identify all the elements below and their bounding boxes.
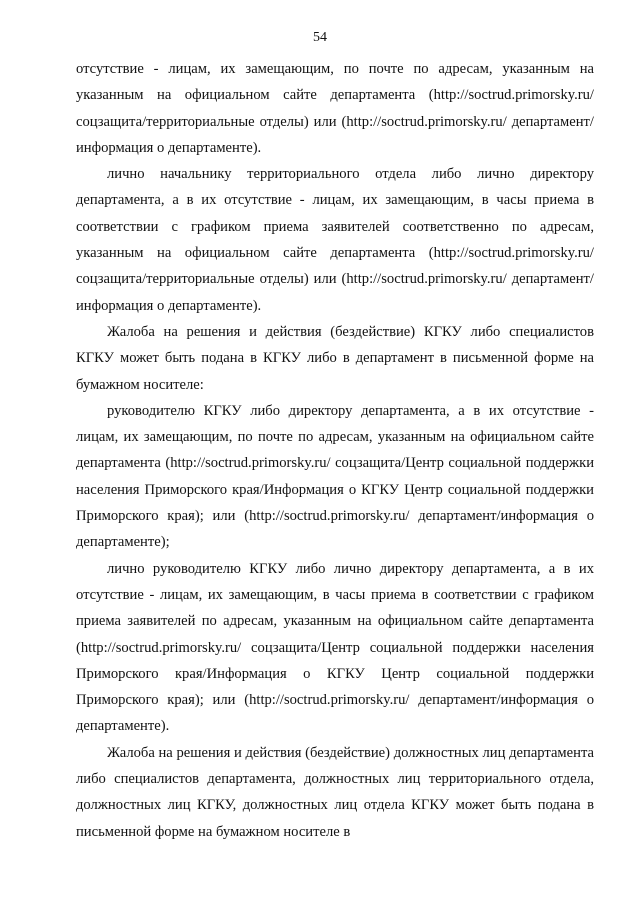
- document-body: [76, 56, 594, 845]
- paragraph-territorial-office-in-person: лично начальнику территориального отдела либо лично директору департамента, а в их отсутствие - лицам, их замещающим, в часы приема в соответствии с графиком приема заявителей соответственно по адресам, указанным на официальном сайте департамента (http://soctrud.primorsky.ru/ соцзащита/территориальные отделы) или (http://soctrud.primorsky.ru/ департамент/информация о департаменте).: [76, 166, 594, 314]
- paragraph-kgku-in-person: лично руководителю КГКУ либо лично директору департамента, а в их отсутствие - лицам, их замещающим, в часы приема в соответствии с графиком приема заявителей по адресам, указанным на официальном сайте департамента (http://soctrud.primorsky.ru/ соцзащита/Центр социальной поддержки населения Приморского края/Информация о КГКУ Центр социальной поддержки Приморского края); или (http://soctrud.primorsky.ru/ департамент/информация о департаменте).: [76, 560, 594, 735]
- paragraph-continuation: отсутствие - лицам, их замещающим, по почте по адресам, указанным на указанным на официальном сайте департамента (http://soctrud.primorsky.ru/ соцзащита/территориальные отделы) или (http://soctrud.primorsky.ru/ департамент/информация о департаменте).: [76, 61, 594, 156]
- paragraph-kgku-by-mail: руководителю КГКУ либо директору департамента, а в их отсутствие - лицам, их замещающим, по почте по адресам, указанным на официальном сайте департамента (http://soctrud.primorsky.ru/ соцзащита/Центр социальной поддержки населения Приморского края/Информация о КГКУ Центр социальной поддержки Приморского края); или (http://soctrud.primorsky.ru/ департамент/информация о департаменте);: [76, 402, 594, 551]
- page-number: 54: [313, 30, 327, 45]
- paragraph-complaint-officials: Жалоба на решения и действия (бездействие) должностных лиц департамента либо специалистов департамента, должностных лиц территориального отдела, должностных лиц КГКУ, должностных лиц отдела КГКУ может быть подана в письменной форме на бумажном носителе в: [76, 744, 594, 840]
- paragraph-complaint-kgku: Жалоба на решения и действия (бездействие) КГКУ либо специалистов КГКУ может быть подана в КГКУ либо в департамент в письменной форме на бумажном носителе:: [76, 323, 594, 393]
